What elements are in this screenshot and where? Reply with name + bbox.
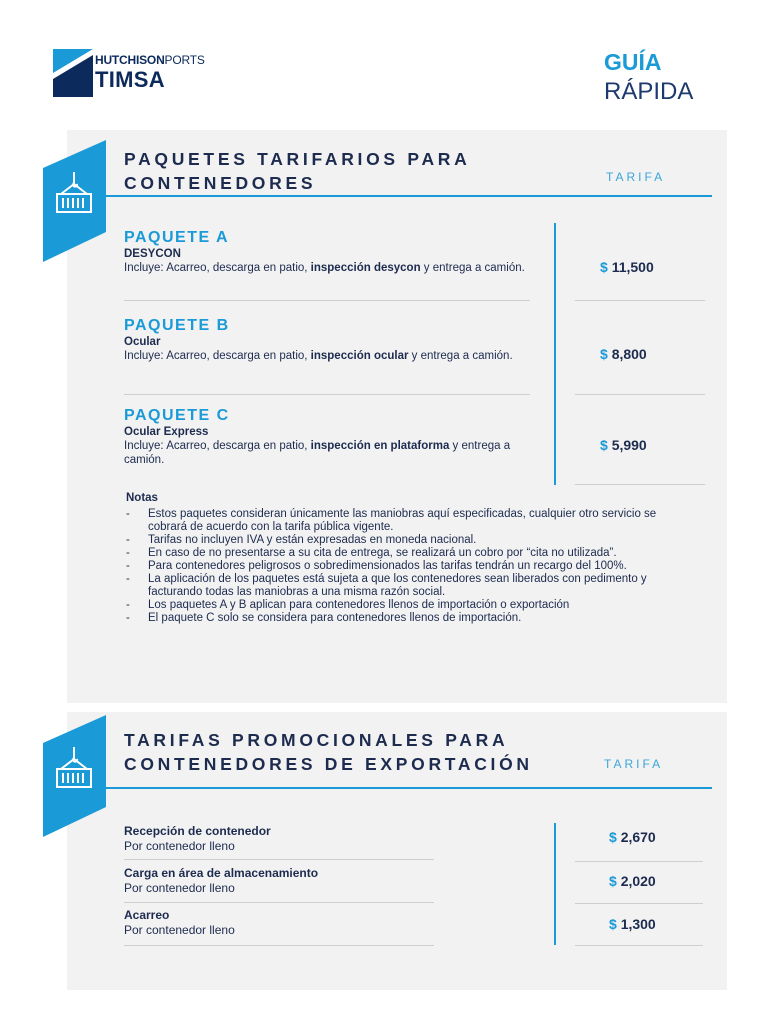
row-separator [575,484,705,485]
package-name: PAQUETE C [124,407,230,424]
row-separator [575,903,703,904]
package-subtitle: Ocular [124,336,161,348]
package-c-price: $ 5,990 [600,437,647,453]
promo-row [124,908,434,938]
notes-list [126,508,686,625]
note-item: - En caso de no presentarse a su cita de entrega, se realizará un cobro por “cita no utilizada”. [126,547,686,560]
row-separator [575,945,703,946]
guide-title-line1: GUÍA [604,49,662,75]
package-subtitle: DESYCON [124,248,181,260]
section-flag [43,715,106,837]
note-item: - El paquete C solo se considera para contenedores llenos de importación. [126,612,686,625]
package-name: PAQUETE B [124,317,230,334]
section-divider [104,787,712,789]
tarifa-column-header: TARIFA [604,757,664,771]
column-divider [554,223,556,485]
note-item: - Para contenedores peligrosos o sobredimensionados las tarifas tendrán un recargo del 100%. [126,560,686,573]
guide-title-line2: RÁPIDA [604,78,694,105]
promo-price: $ 2,670 [609,829,656,845]
package-name: PAQUETE A [124,229,230,246]
promo-label: Carga en área de almacenamiento [124,866,319,880]
note-item: - Los paquetes A y B aplican para contenedores llenos de importación o exportación [126,599,686,612]
package-a [124,228,544,275]
promo-sublabel: Por contenedor lleno [124,839,235,853]
section-title-promo: TARIFAS PROMOCIONALES PARA CONTENEDORES DE EXPORTACIÓN [124,730,533,774]
package-a-price: $ 11,500 [600,259,654,275]
logo-company-name: HUTCHISONPORTS [95,53,205,67]
note-item: - Estos paquetes consideran únicamente las maniobras aquí especificadas, cualquier otro servicio se cobrará de acuerdo con la tarifa pública vigente. [126,508,686,534]
promo-label: Recepción de contenedor [124,824,271,838]
package-description: Incluye: Acarreo, descarga en patio, inspección desycon y entrega a camión. [124,262,525,274]
section-divider [104,195,712,197]
company-logo [53,49,233,99]
tarifa-column-header: TARIFA [606,170,666,184]
row-separator [575,861,703,862]
package-b-price: $ 8,800 [600,346,647,362]
column-divider [554,823,556,945]
notes-title: Notas [126,492,158,504]
package-b [124,316,544,363]
promo-sublabel: Por contenedor lleno [124,923,235,937]
row-separator [124,300,530,301]
promo-label: Acarreo [124,908,170,922]
row-separator [575,300,705,301]
package-description: Incluye: Acarreo, descarga en patio, inspección en plataforma y entrega a camión. [124,440,511,466]
logo-mark-icon [53,49,93,97]
row-separator [124,902,434,903]
quick-guide-title [604,48,693,106]
note-item: - Tarifas no incluyen IVA y están expresadas en moneda nacional. [126,534,686,547]
package-description: Incluye: Acarreo, descarga en patio, inspección ocular y entrega a camión. [124,350,513,362]
row-separator [124,394,530,395]
promo-price: $ 1,300 [609,916,656,932]
row-separator [124,945,434,946]
promo-price: $ 2,020 [609,873,656,889]
promo-sublabel: Por contenedor lleno [124,881,235,895]
row-separator [124,859,434,860]
promo-row [124,866,434,896]
row-separator [575,394,705,395]
logo-brand-name: TIMSA [95,67,165,92]
package-subtitle: Ocular Express [124,426,209,438]
package-c [124,406,544,467]
section-flag [43,140,106,262]
section-title-packages: PAQUETES TARIFARIOS PARA CONTENEDORES [124,149,471,193]
promo-row [124,824,434,854]
note-item: - La aplicación de los paquetes está sujeta a que los contenedores sean liberados con pedimento y facturando todas las maniobras a una misma razón social. [126,573,686,599]
